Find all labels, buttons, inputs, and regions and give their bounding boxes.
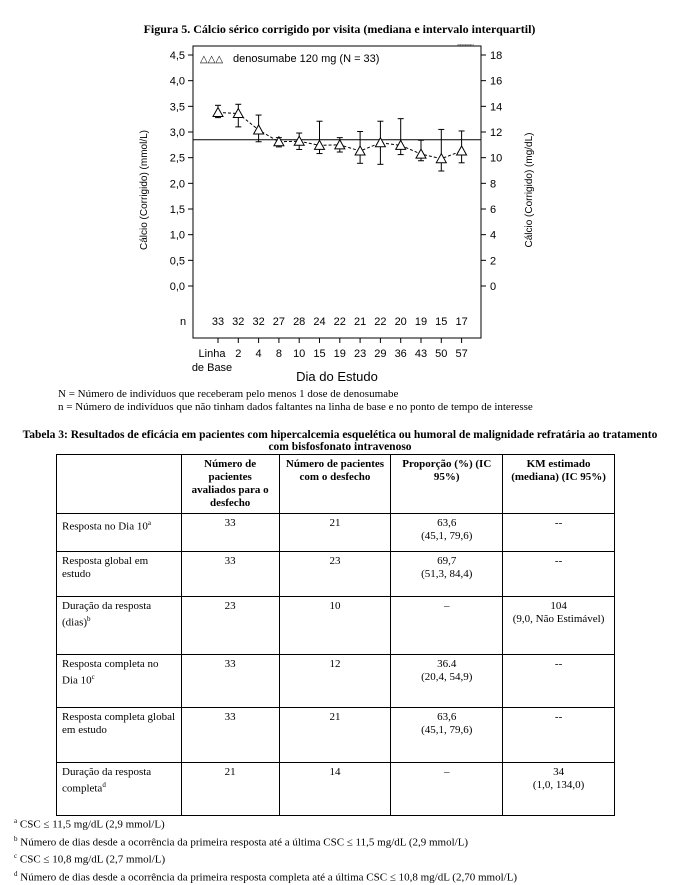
y-left-tick-label: 1,0 (169, 229, 185, 242)
row-label-footnote-mark: a (147, 519, 151, 527)
x-axis-title: Dia do Estudo (296, 369, 378, 384)
n-value: 20 (394, 316, 407, 328)
median-marker (335, 140, 345, 149)
row-label-footnote-mark: b (87, 615, 91, 623)
footnote-text: Número de dias desde a ocorrência da primeira resposta até a última CSC ≤ 11,5 mg/dL (2,9 mmol/L) (17, 836, 469, 849)
cell-km (503, 597, 615, 655)
cell-km-line: -- (554, 658, 563, 670)
row-label-text: Duração da resposta (dias) (62, 600, 152, 629)
calcium-chart (0, 0, 679, 400)
cell-com-desfecho (279, 514, 391, 552)
table-title-line2: com bisfosfonato intravenoso (268, 441, 412, 453)
cell-km-line: -- (554, 517, 563, 529)
footnote-mark: d (14, 869, 18, 878)
median-marker (436, 154, 446, 163)
cell-proporcao (391, 552, 503, 597)
cell-com-desfecho-line: 14 (329, 766, 341, 778)
n-value: 28 (293, 316, 306, 328)
cell-avaliados (181, 597, 279, 655)
legend (200, 53, 379, 65)
cell-com-desfecho-line: 23 (329, 555, 341, 567)
cell-km-line: -- (554, 555, 563, 567)
cell-avaliados-line: 33 (224, 555, 236, 567)
cell-proporcao-line: 69,7 (437, 555, 457, 567)
n-value: 32 (232, 316, 245, 328)
y-right-tick-label: 6 (490, 204, 497, 216)
n-value: 19 (414, 316, 428, 328)
header-proporcao: Proporção (%) (IC 95%) (391, 455, 503, 514)
cell-proporcao-line: (20,4, 54,9) (421, 671, 473, 683)
footnote (14, 814, 517, 832)
cell-com-desfecho (279, 763, 391, 816)
median-marker (294, 136, 304, 145)
cell-proporcao-line: (45,1, 79,6) (421, 724, 473, 736)
cell-km-line: 34 (553, 766, 565, 778)
cell-proporcao (391, 655, 503, 708)
x-tick-label: 10 (293, 348, 306, 360)
cell-avaliados-line: 33 (224, 711, 236, 723)
x-tick-label: 36 (394, 348, 407, 360)
footnote (14, 849, 517, 867)
header-empty (57, 455, 182, 514)
cell-proporcao-line: 36.4 (437, 658, 457, 670)
cell-proporcao-line: – (444, 766, 450, 778)
x-tick-label: 29 (374, 348, 387, 360)
median-marker (416, 149, 426, 158)
x-tick-label: 2 (235, 348, 242, 360)
cell-km-line: -- (554, 711, 563, 723)
axes (170, 50, 503, 360)
cell-com-desfecho (279, 655, 391, 708)
table-row (57, 655, 615, 708)
median-marker (457, 146, 467, 155)
header-com-desfecho: Número de pacientes com o desfecho (279, 455, 391, 514)
y-left-tick-label: 4,5 (169, 50, 185, 62)
x-tick-label: 23 (353, 348, 367, 360)
cell-com-desfecho (279, 708, 391, 763)
n-values (212, 316, 468, 328)
y-left-tick-label: 4,0 (169, 75, 185, 88)
row-label (57, 763, 182, 816)
x-tick-label: 4 (255, 348, 262, 360)
cell-com-desfecho (279, 552, 391, 597)
cell-proporcao (391, 763, 503, 816)
row-label (57, 708, 182, 763)
row-label-text: Resposta completa global em estudo (62, 711, 176, 736)
row-label-footnote-mark: d (102, 781, 106, 789)
data-layer (193, 104, 481, 171)
table-row (57, 763, 615, 816)
median-marker (274, 137, 284, 146)
y-left-tick-label: 2,0 (169, 178, 185, 191)
legend-label: denosumabe 120 mg (N = 33) (233, 53, 380, 65)
x-first-label-line1: Linha (198, 348, 226, 360)
cell-avaliados (181, 708, 279, 763)
table-title-line1: Tabela 3: Resultados de eficácia em pacientes com hipercalcemia esquelética ou humoral de malignidade refratária ao tratamento (22, 429, 658, 441)
row-label-text: Duração da resposta completa (62, 766, 152, 795)
cell-avaliados-line: 33 (224, 658, 236, 670)
header-km: KM estimado (mediana) (IC 95%) (503, 455, 615, 514)
y-left-tick-label: 3,0 (169, 127, 185, 139)
cell-proporcao (391, 597, 503, 655)
footnote-mark: c (14, 852, 18, 861)
y-right-tick-label: 18 (490, 50, 503, 62)
table-row (57, 597, 615, 655)
row-label (57, 514, 182, 552)
cell-proporcao-line: – (444, 600, 450, 612)
table-body (57, 514, 615, 816)
table-row (57, 514, 615, 552)
y-right-tick-label: 12 (490, 127, 503, 139)
y-right-tick-label: 10 (490, 152, 503, 165)
median-marker (254, 125, 264, 134)
x-first-label-line2: de Base (191, 362, 233, 374)
x-tick-label: 8 (275, 348, 282, 360)
table-row (57, 708, 615, 763)
cell-com-desfecho-line: 12 (329, 658, 341, 670)
x-tick-label: 15 (313, 348, 326, 360)
footnote (14, 867, 517, 885)
figure-note-n: n = Número de indivíduos que não tinham dados faltantes na linha de base e no ponto de tempo de interesse (58, 401, 533, 413)
cell-proporcao (391, 708, 503, 763)
y-right-tick-label: 4 (490, 229, 497, 242)
n-value: 22 (333, 316, 346, 328)
figure-note-N: N = Número de indivíduos que receberam pelo menos 1 dose de denosumabe (58, 388, 399, 400)
cell-proporcao (391, 514, 503, 552)
cell-km (503, 708, 615, 763)
footnote-text: Número de dias desde a ocorrência da primeira resposta completa até a última CSC ≤ 10,8 mg/dL (2,70 mmol/L) (17, 871, 518, 884)
y-left-tick-label: 1,5 (169, 204, 185, 216)
y-right-tick-label: 16 (490, 75, 503, 88)
cell-avaliados-line: 23 (224, 600, 236, 612)
cell-km-line: (1,0, 134,0) (532, 779, 585, 791)
y-left-tick-label: 0,5 (169, 255, 185, 268)
n-value: 15 (435, 316, 448, 328)
cell-avaliados (181, 514, 279, 552)
y-left-tick-label: 0,0 (169, 281, 185, 293)
median-marker (375, 138, 385, 147)
median-marker (355, 146, 365, 155)
x-tick-label: 19 (333, 348, 346, 360)
cell-km-line: 104 (550, 600, 567, 612)
cell-com-desfecho-line: 10 (329, 600, 341, 612)
cell-com-desfecho-line: 21 (329, 517, 341, 529)
cell-avaliados-line: 21 (224, 766, 236, 778)
table-row (57, 552, 615, 597)
table-title (14, 429, 666, 453)
n-label: n (179, 316, 187, 328)
row-label-text: Resposta completa no Dia 10 (62, 658, 159, 687)
n-value: 21 (353, 316, 367, 328)
y-axis-right-title: Cálcio (Corrigido) (mg/dL) (524, 132, 535, 248)
y-right-tick-label: 8 (490, 178, 497, 191)
n-value: 17 (455, 316, 468, 328)
footnote (14, 832, 517, 850)
n-value: 24 (313, 316, 326, 328)
cell-avaliados (181, 763, 279, 816)
cell-km (503, 655, 615, 708)
footnote-text: CSC ≤ 10,8 mg/dL (2,7 mmol/L) (17, 853, 166, 866)
footnotes (14, 814, 517, 885)
n-value: 32 (252, 316, 265, 328)
row-label (57, 552, 182, 597)
median-marker (213, 107, 223, 116)
cell-com-desfecho (279, 597, 391, 655)
y-right-tick-label: 14 (490, 101, 503, 114)
cell-proporcao-line: (45,1, 79,6) (421, 530, 473, 542)
x-tick-label: 57 (455, 348, 468, 360)
n-value: 27 (272, 316, 286, 328)
row-label-footnote-mark: c (91, 673, 95, 681)
cell-com-desfecho-line: 21 (329, 711, 341, 723)
figure-code: 0000000001 (457, 43, 474, 47)
row-label-text: Resposta no Dia 10 (62, 520, 148, 533)
row-label (57, 597, 182, 655)
n-value: 22 (374, 316, 387, 328)
x-tick-label: 43 (414, 348, 428, 360)
cell-km-line: (9,0, Não Estimável) (512, 613, 605, 625)
cell-km (503, 514, 615, 552)
efficacy-table (56, 454, 615, 816)
legend-marker: △△△ (200, 54, 224, 65)
y-right-tick-label: 0 (490, 281, 497, 293)
n-value: 33 (211, 316, 225, 328)
plot-frame (193, 46, 481, 338)
cell-avaliados (181, 552, 279, 597)
footnote-mark: b (14, 834, 18, 843)
cell-proporcao-line: 63,6 (437, 711, 457, 723)
cell-avaliados (181, 655, 279, 708)
header-avaliados: Número de pacientes avaliados para o desfecho (181, 455, 279, 514)
x-tick-label: 50 (435, 348, 448, 360)
footnote-text: CSC ≤ 11,5 mg/dL (2,9 mmol/L) (17, 818, 165, 831)
cell-km (503, 763, 615, 816)
y-left-tick-label: 3,5 (169, 101, 185, 114)
y-axis-left-title: Cálcio (Corrigido) (mmol/L) (139, 129, 150, 251)
row-label (57, 655, 182, 708)
row-label-text: Resposta global em estudo (62, 555, 149, 580)
cell-proporcao-line: 63,6 (437, 517, 457, 529)
cell-avaliados-line: 33 (224, 517, 236, 529)
figure-title: Figura 5. Cálcio sérico corrigido por visita (mediana e intervalo interquartil) (143, 22, 536, 36)
cell-km (503, 552, 615, 597)
footnote-mark: a (14, 817, 18, 825)
y-left-tick-label: 2,5 (169, 152, 185, 165)
cell-proporcao-line: (51,3, 84,4) (421, 568, 473, 580)
y-right-tick-label: 2 (490, 255, 497, 268)
